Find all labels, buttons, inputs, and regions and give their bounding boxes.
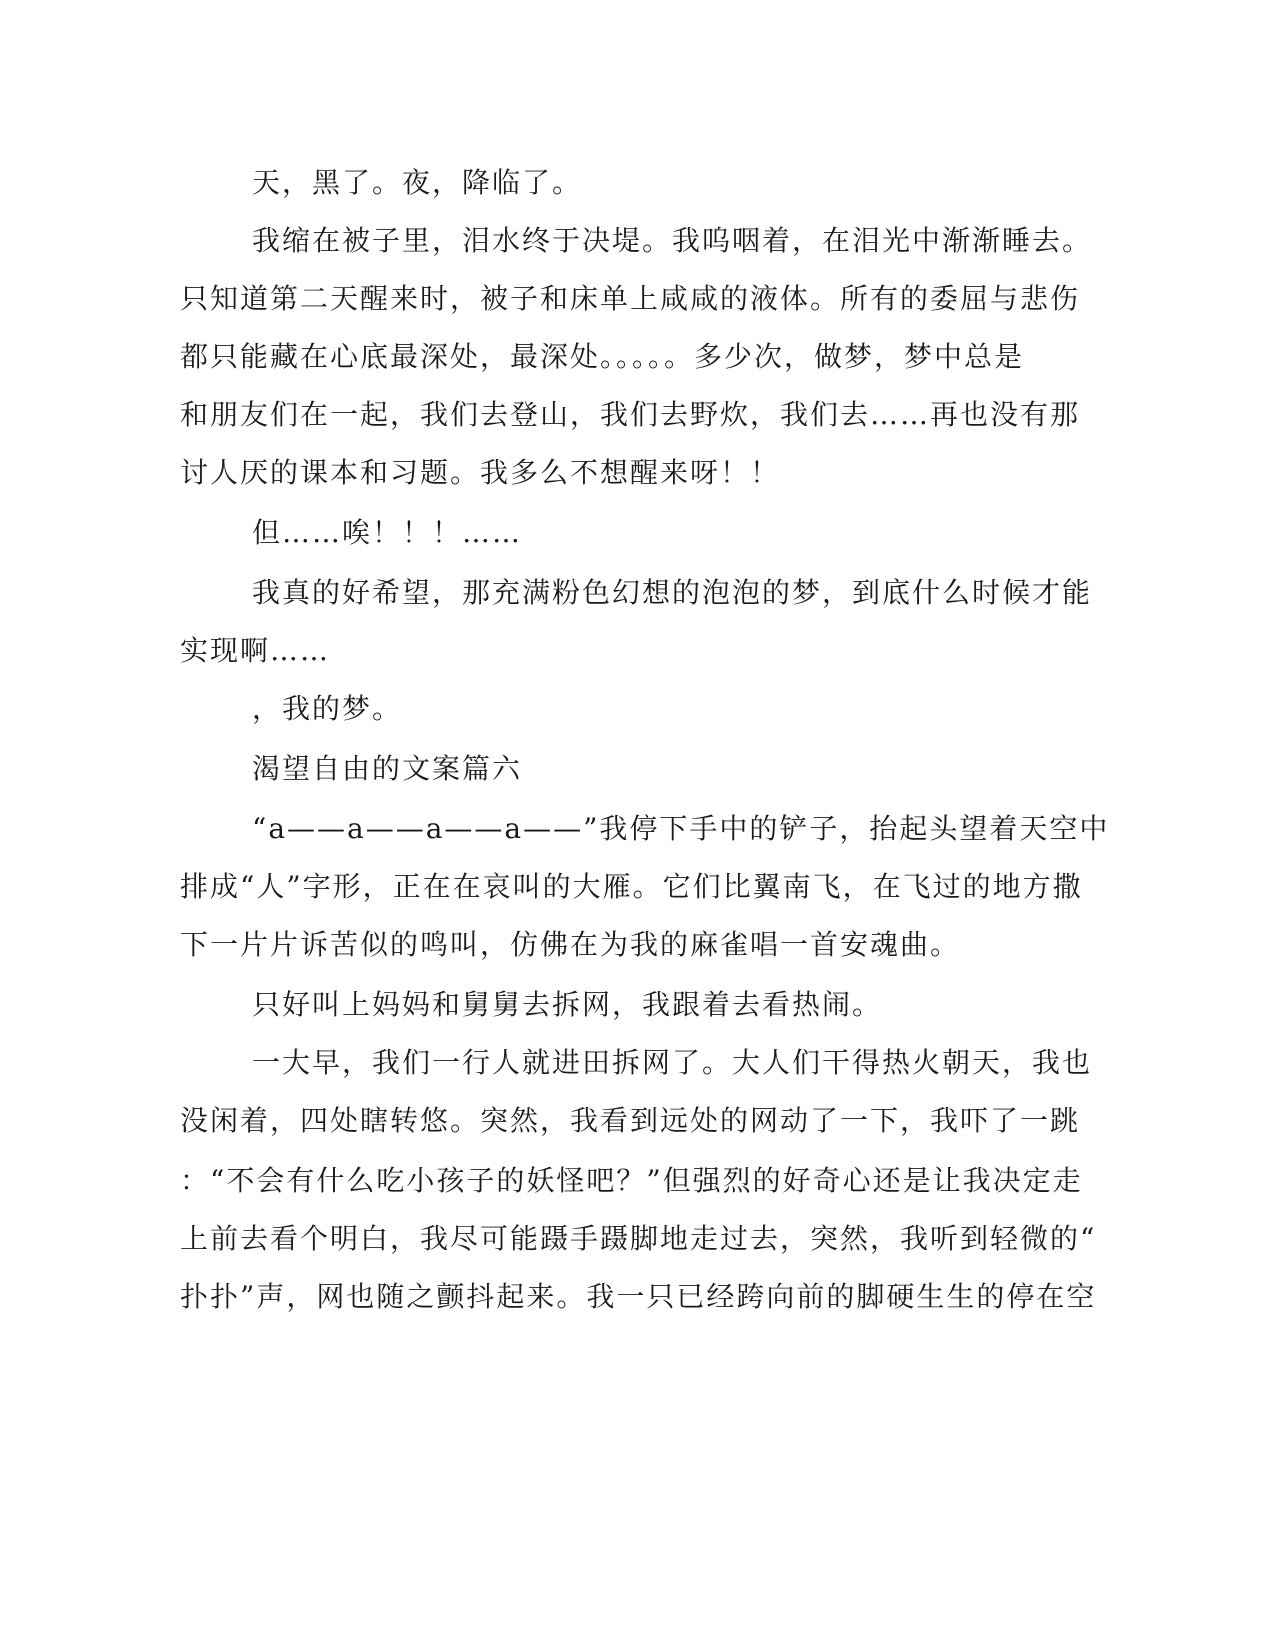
text-line-16: 一大早，我们一行人就进田拆网了。大人们干得热火朝天，我也	[252, 1046, 1093, 1079]
text-line-2: 我缩在被子里，泪水终于决堤。我呜咽着，在泪光中渐渐睡去。	[252, 224, 1093, 257]
text-line-17: 没闲着，四处瞎转悠。突然，我看到远处的网动了一下，我吓了一跳	[180, 1104, 1081, 1137]
text-line-10: ，我的梦。	[252, 692, 403, 725]
text-line-14: 下一片片诉苦似的鸣叫，仿佛在为我的麻雀唱一首安魂曲。	[180, 928, 961, 961]
text-line-19: 上前去看个明白，我尽可能蹑手蹑脚地走过去，突然，我听到轻微的“	[180, 1222, 1097, 1255]
text-line-6: 讨人厌的课本和习题。我多么不想醒来呀！！	[180, 456, 781, 489]
text-line-13: 排成“人”字形，正在在哀叫的大雁。它们比翼南飞，在飞过的地方撒	[180, 870, 1083, 903]
text-line-18: ：“不会有什么吃小孩子的妖怪吧？”但强烈的好奇心还是让我决定走	[180, 1164, 1083, 1197]
text-line-15: 只好叫上妈妈和舅舅去拆网，我跟着去看热闹。	[252, 988, 883, 1021]
text-line-1: 天，黑了。夜，降临了。	[252, 166, 583, 199]
text-line-20: 扑扑”声，网也随之颤抖起来。我一只已经跨向前的脚硬生生的停在空	[180, 1280, 1097, 1313]
text-line-7: 但……唉！！！……	[252, 516, 523, 549]
text-line-8: 我真的好希望，那充满粉色幻想的泡泡的梦，到底什么时候才能	[252, 576, 1093, 609]
section-heading: 渴望自由的文案篇六	[252, 752, 523, 785]
text-line-5: 和朋友们在一起，我们去登山，我们去野炊，我们去……再也没有那	[180, 398, 1081, 431]
text-line-4: 都只能藏在心底最深处，最深处。。。。。多少次，做梦，梦中总是	[180, 340, 1025, 373]
text-line-3: 只知道第二天醒来时，被子和床单上咸咸的液体。所有的委屈与悲伤	[180, 282, 1081, 315]
text-line-9: 实现啊……	[180, 634, 331, 667]
text-line-12: “a——a——a——a——”我停下手中的铲子，抬起头望着天空中	[252, 812, 1110, 845]
